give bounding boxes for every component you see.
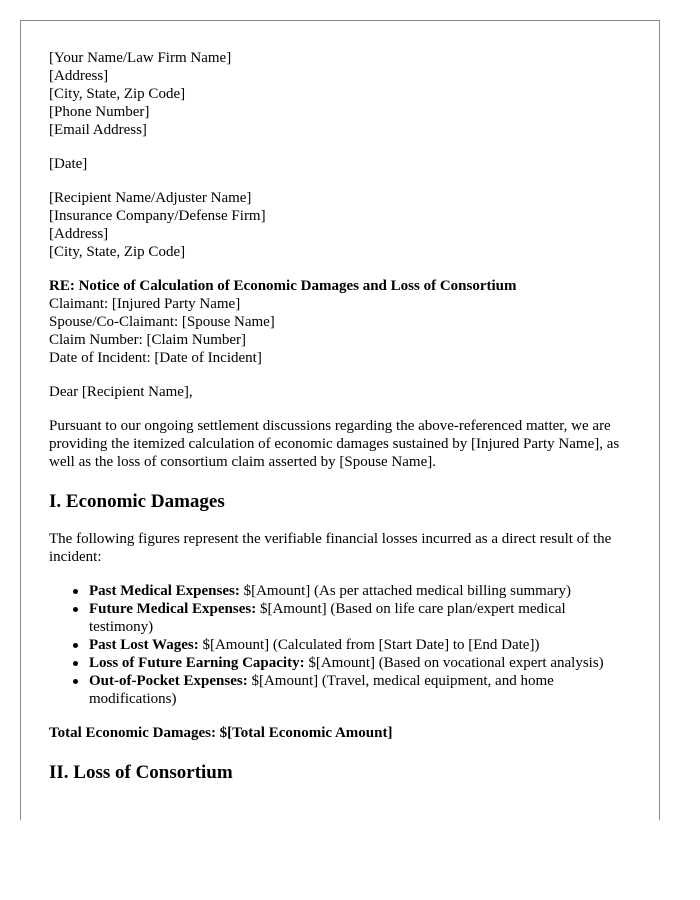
date-block [49, 155, 629, 173]
item-text: $[Amount] (Travel, medical equipment, and home modifications) [89, 673, 554, 707]
bullet-icon [73, 643, 78, 648]
recipient-city: [City, State, Zip Code] [49, 244, 186, 260]
list-item [89, 654, 629, 672]
sender-name: [Your Name/Law Firm Name] [49, 50, 232, 66]
re-spouse: Spouse/Co-Claimant: [Spouse Name] [49, 314, 275, 330]
section-heading-economic-damages: I. Economic Damages [49, 491, 225, 512]
item-text: $[Amount] (Based on life care plan/expert medical testimony) [89, 601, 566, 635]
salutation: Dear [Recipient Name], [49, 384, 193, 400]
letter-page [20, 20, 660, 820]
economic-total: Total Economic Damages: $[Total Economic Amount] [49, 725, 393, 741]
item-label: Future Medical Expenses: [89, 601, 257, 617]
item-text: $[Amount] (Calculated from [Start Date] to [End Date]) [198, 637, 540, 653]
item-label: Past Lost Wages: [89, 637, 199, 653]
sender-block [49, 49, 629, 139]
recipient-address: [Address] [49, 226, 109, 242]
re-claim-number: Claim Number: [Claim Number] [49, 332, 247, 348]
item-text: $[Amount] (Based on vocational expert analysis) [304, 655, 604, 671]
letter-body [49, 49, 629, 801]
section-heading-loss-of-consortium: II. Loss of Consortium [49, 762, 233, 783]
sender-city: [City, State, Zip Code] [49, 86, 186, 102]
damages-list [49, 582, 629, 708]
bullet-icon [73, 589, 78, 594]
item-label: Past Medical Expenses: [89, 583, 240, 599]
intro-paragraph: Pursuant to our ongoing settlement discussions regarding the above-referenced matter, we are providing the itemized calculation of economic damages sustained by [Injured Party Name], as well as the loss of consortium claim asserted by [Spouse Name]. [49, 418, 620, 470]
item-label: Out-of-Pocket Expenses: [89, 673, 248, 689]
letter-date: [Date] [49, 156, 88, 172]
sender-phone: [Phone Number] [49, 104, 150, 120]
item-label: Loss of Future Earning Capacity: [89, 655, 305, 671]
list-item [89, 600, 629, 636]
bullet-icon [73, 679, 78, 684]
list-item [89, 672, 629, 708]
re-subject: RE: Notice of Calculation of Economic Damages and Loss of Consortium [49, 278, 517, 294]
item-text: $[Amount] (As per attached medical billing summary) [239, 583, 571, 599]
sender-address: [Address] [49, 68, 109, 84]
recipient-name: [Recipient Name/Adjuster Name] [49, 190, 252, 206]
re-claimant: Claimant: [Injured Party Name] [49, 296, 241, 312]
recipient-block [49, 189, 629, 261]
sender-email: [Email Address] [49, 122, 147, 138]
re-block [49, 277, 629, 367]
list-item [89, 582, 629, 600]
section1-intro: The following figures represent the verifiable financial losses incurred as a direct result of the incident: [49, 531, 612, 565]
recipient-company: [Insurance Company/Defense Firm] [49, 208, 266, 224]
re-incident-date: Date of Incident: [Date of Incident] [49, 350, 262, 366]
bullet-icon [73, 607, 78, 612]
list-item [89, 636, 629, 654]
bullet-icon [73, 661, 78, 666]
